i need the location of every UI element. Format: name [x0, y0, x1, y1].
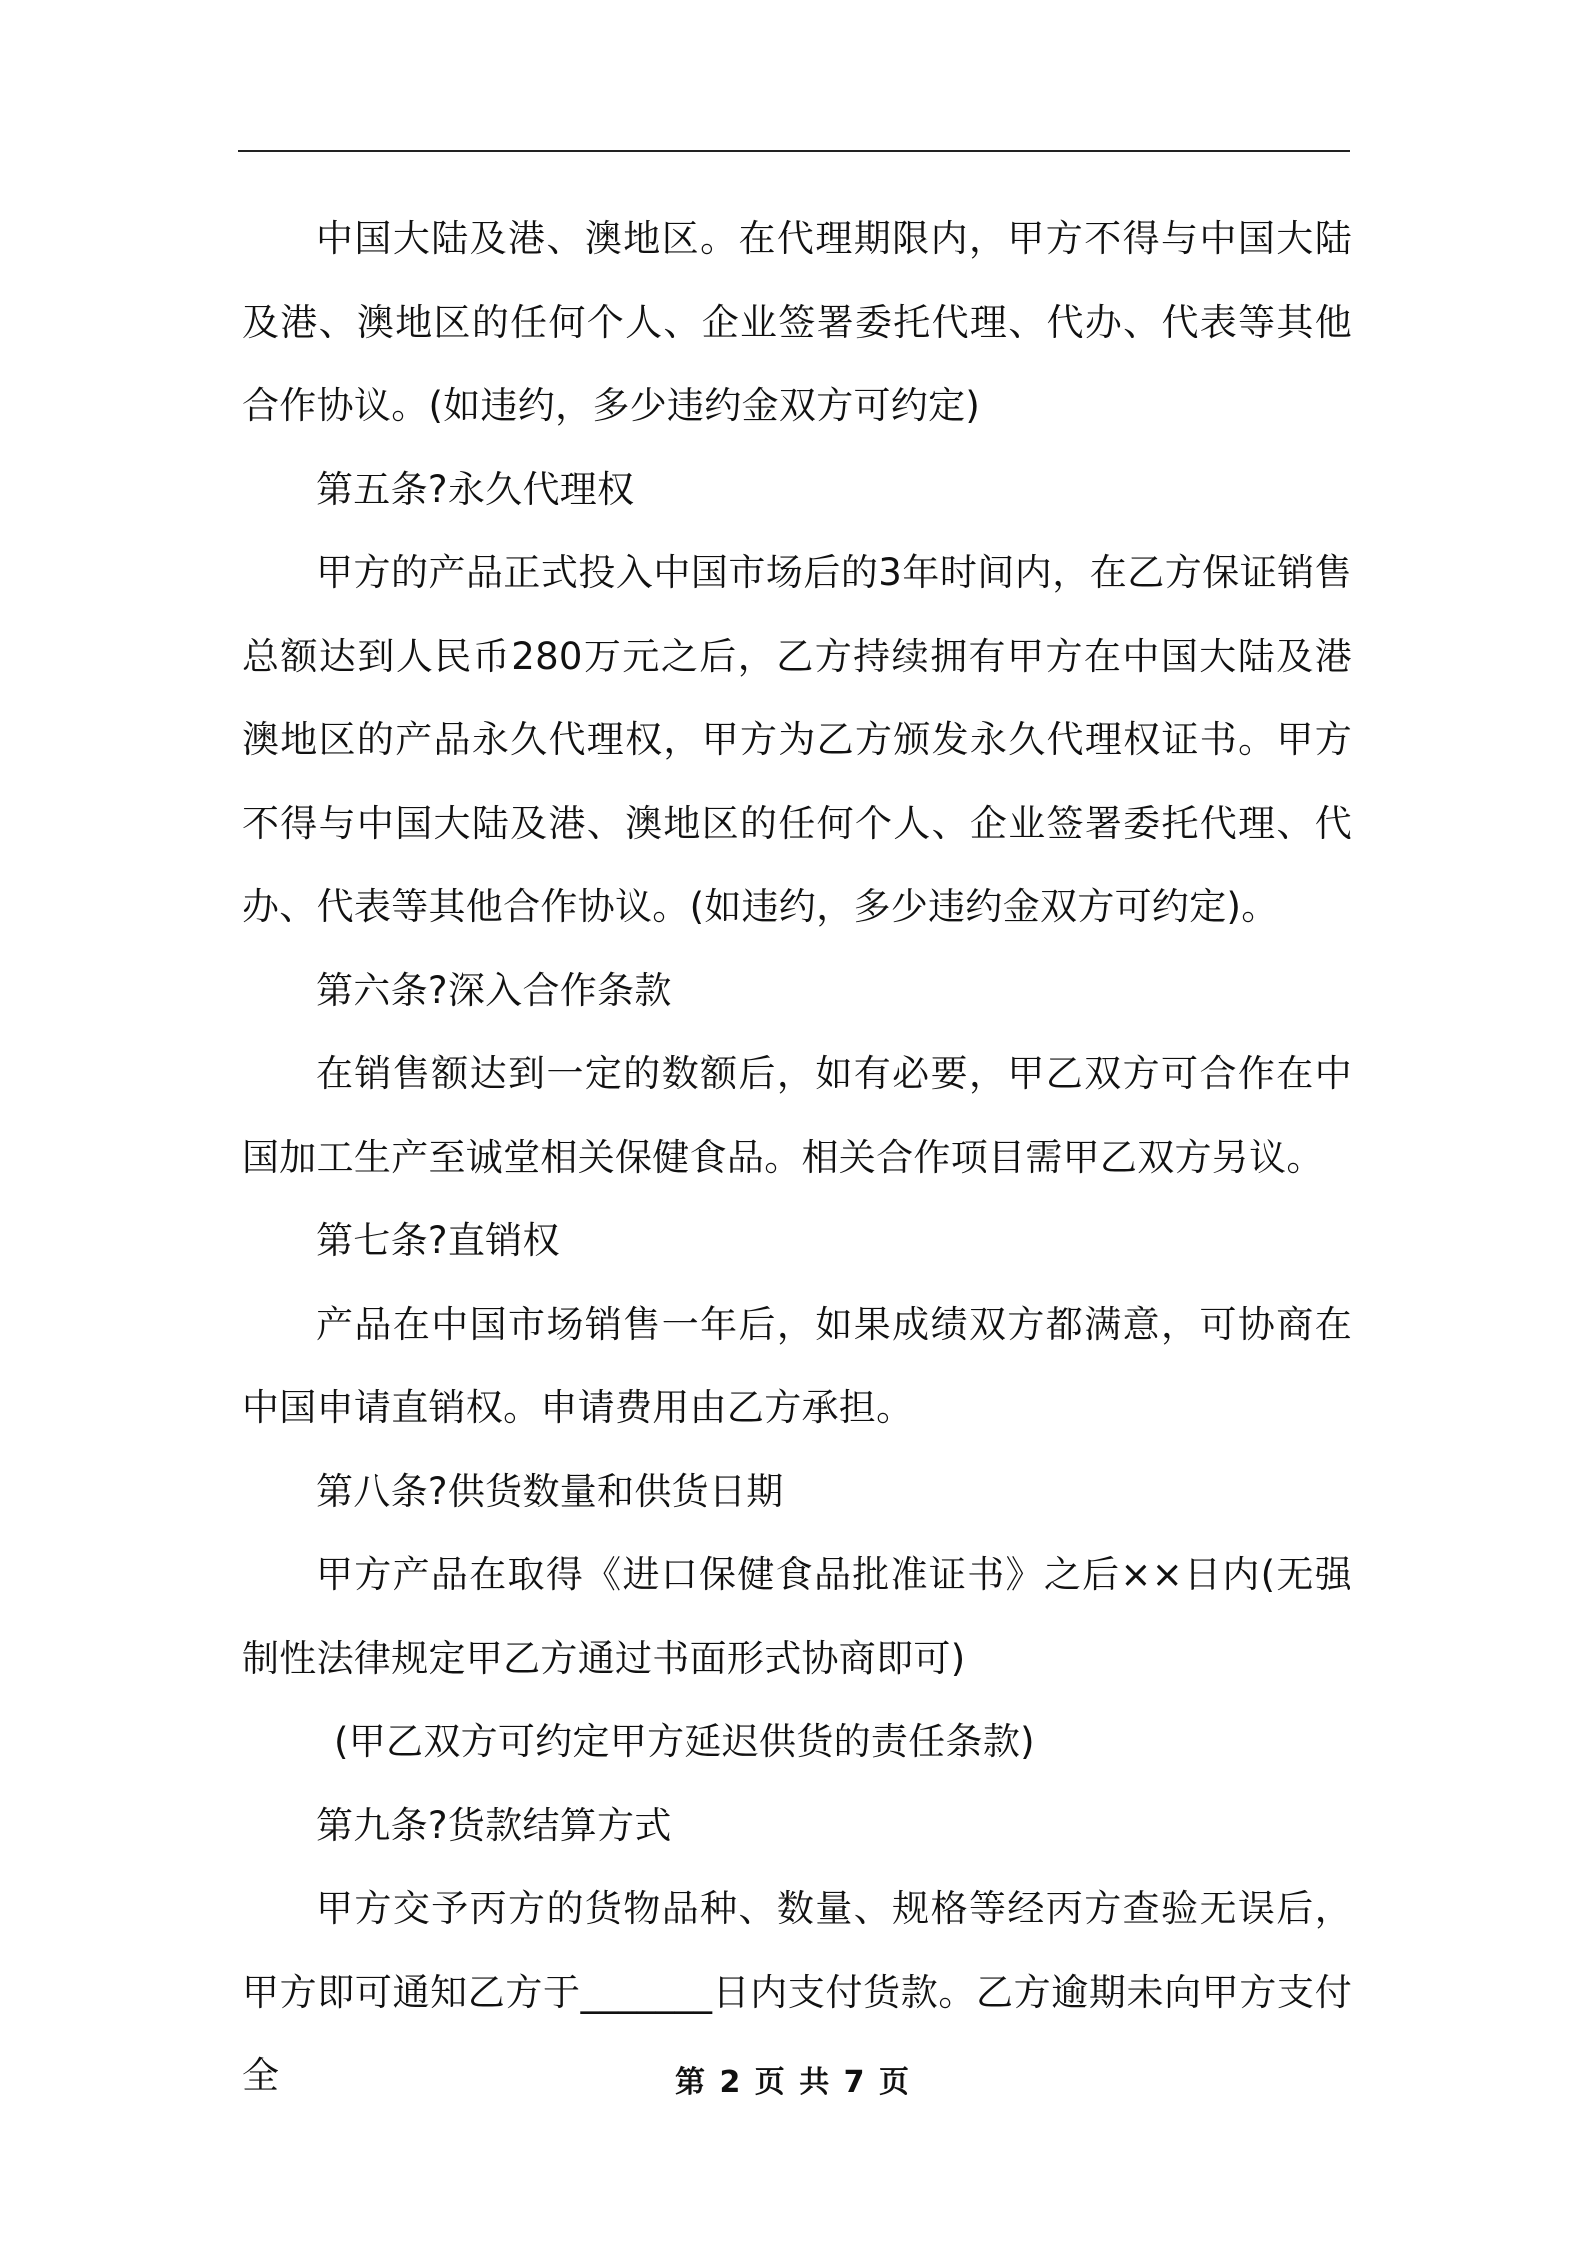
- paragraph-deep-cooperation: 在销售额达到一定的数额后，如有必要，甲乙双方可合作在中国加工生产至诚堂相关保健食品。相关合作项目需甲乙双方另议。: [242, 1052, 1352, 1179]
- page-number-footer: 第 2 页 共 7 页: [675, 2065, 911, 2100]
- paragraph-payment-settlement: 甲方交予丙方的货物品种、数量、规格等经丙方查验无误后，甲方即可通知乙方于_______日内支付货款。乙方逾期未向甲方支付全: [242, 1887, 1352, 2097]
- article-5-heading: 第五条?永久代理权: [316, 467, 635, 511]
- paragraph-supply-date: 甲方产品在取得《进口保健食品批准证书》之后××日内(无强制性法律规定甲乙方通过书面形式协商即可): [242, 1553, 1352, 1680]
- header-rule: [238, 150, 1350, 152]
- article-6-heading: 第六条?深入合作条款: [316, 968, 672, 1012]
- paragraph-direct-sales: 产品在中国市场销售一年后，如果成绩双方都满意，可协商在中国申请直销权。申请费用由乙方承担。: [242, 1302, 1352, 1429]
- document-body: [242, 197, 1352, 2118]
- article-9-heading: 第九条?货款结算方式: [316, 1803, 672, 1847]
- paragraph-permanent-agency: 甲方的产品正式投入中国市场后的3年时间内，在乙方保证销售总额达到人民币280万元之后，乙方持续拥有甲方在中国大陆及港澳地区的产品永久代理权，甲方为乙方颁发永久代理权证书。甲方不得与中国大陆及港、澳地区的任何个人、企业签署委托代理、代办、代表等其他合作协议。(如违约，多少违约金双方可约定)。: [242, 551, 1352, 928]
- paragraph-agency-region: 中国大陆及港、澳地区。在代理期限内，甲方不得与中国大陆及港、澳地区的任何个人、企业签署委托代理、代办、代表等其他合作协议。(如违约，多少违约金双方可约定): [242, 217, 1352, 427]
- article-8-heading: 第八条?供货数量和供货日期: [316, 1469, 784, 1513]
- article-7-heading: 第七条?直销权: [316, 1219, 560, 1262]
- paragraph-delay-liability: (甲乙双方可约定甲方延迟供货的责任条款): [334, 1720, 1035, 1763]
